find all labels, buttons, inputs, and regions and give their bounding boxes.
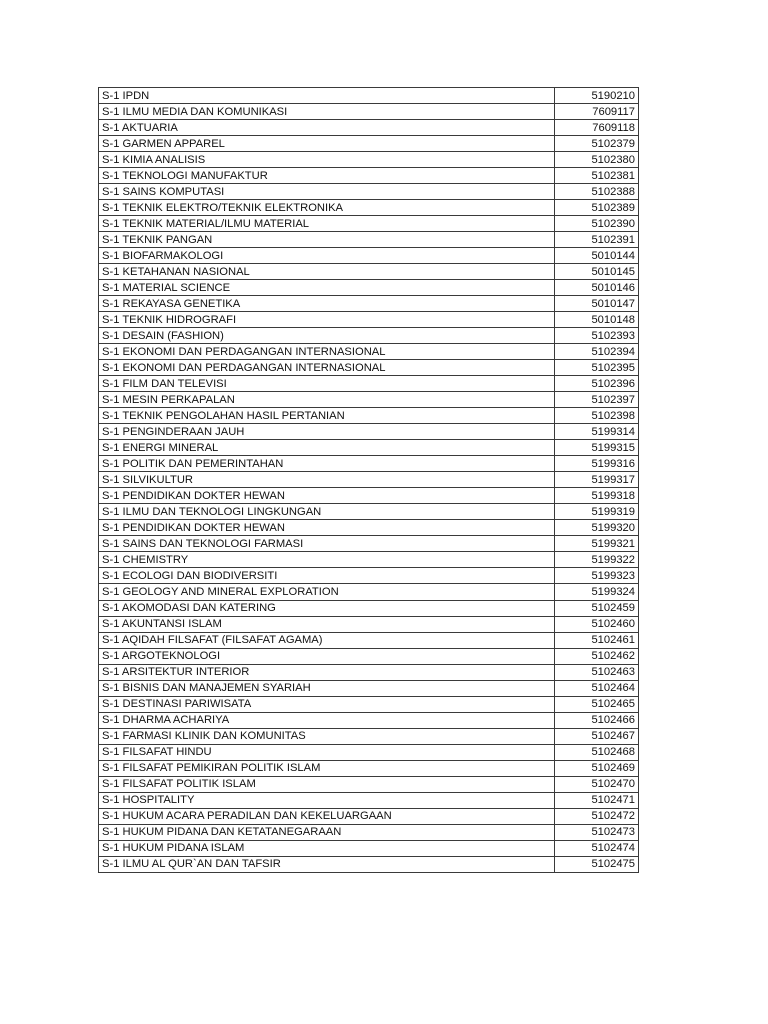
program-code-cell: 5102459 xyxy=(555,600,639,616)
program-name-cell: S-1 ILMU MEDIA DAN KOMUNIKASI xyxy=(99,104,555,120)
program-name-cell: S-1 HUKUM PIDANA ISLAM xyxy=(99,840,555,856)
table-row xyxy=(99,600,639,616)
program-name-cell: S-1 DHARMA ACHARIYA xyxy=(99,712,555,728)
table-row xyxy=(99,312,639,328)
program-name-cell: S-1 FARMASI KLINIK DAN KOMUNITAS xyxy=(99,728,555,744)
program-code-cell: 5102393 xyxy=(555,328,639,344)
table-row xyxy=(99,840,639,856)
program-code-cell: 5010148 xyxy=(555,312,639,328)
program-name-cell: S-1 BISNIS DAN MANAJEMEN SYARIAH xyxy=(99,680,555,696)
program-name-cell: S-1 DESAIN (FASHION) xyxy=(99,328,555,344)
table-row xyxy=(99,168,639,184)
table-row xyxy=(99,472,639,488)
table-row xyxy=(99,264,639,280)
program-name-cell: S-1 KETAHANAN NASIONAL xyxy=(99,264,555,280)
table-row xyxy=(99,552,639,568)
program-code-cell: 5102460 xyxy=(555,616,639,632)
program-code-cell: 5199322 xyxy=(555,552,639,568)
program-code-cell: 5102471 xyxy=(555,792,639,808)
program-code-cell: 5102466 xyxy=(555,712,639,728)
table-row xyxy=(99,88,639,104)
table-row xyxy=(99,520,639,536)
program-code-cell: 7609118 xyxy=(555,120,639,136)
table-row xyxy=(99,488,639,504)
table-row xyxy=(99,392,639,408)
program-name-cell: S-1 MATERIAL SCIENCE xyxy=(99,280,555,296)
program-code-cell: 7609117 xyxy=(555,104,639,120)
program-name-cell: S-1 PENGINDERAAN JAUH xyxy=(99,424,555,440)
program-name-cell: S-1 AKTUARIA xyxy=(99,120,555,136)
program-code-cell: 5190210 xyxy=(555,88,639,104)
table-row xyxy=(99,184,639,200)
program-name-cell: S-1 AQIDAH FILSAFAT (FILSAFAT AGAMA) xyxy=(99,632,555,648)
program-name-cell: S-1 IPDN xyxy=(99,88,555,104)
program-name-cell: S-1 REKAYASA GENETIKA xyxy=(99,296,555,312)
table-row xyxy=(99,440,639,456)
program-name-cell: S-1 EKONOMI DAN PERDAGANGAN INTERNASIONAL xyxy=(99,360,555,376)
table-row xyxy=(99,376,639,392)
program-name-cell: S-1 TEKNOLOGI MANUFAKTUR xyxy=(99,168,555,184)
table-row xyxy=(99,568,639,584)
program-name-cell: S-1 AKOMODASI DAN KATERING xyxy=(99,600,555,616)
program-code-cell: 5010146 xyxy=(555,280,639,296)
table-row xyxy=(99,680,639,696)
program-code-cell: 5010144 xyxy=(555,248,639,264)
table-row xyxy=(99,504,639,520)
program-code-cell: 5102397 xyxy=(555,392,639,408)
program-name-cell: S-1 HUKUM PIDANA DAN KETATANEGARAAN xyxy=(99,824,555,840)
table-row xyxy=(99,824,639,840)
table-row xyxy=(99,136,639,152)
program-name-cell: S-1 PENDIDIKAN DOKTER HEWAN xyxy=(99,488,555,504)
program-name-cell: S-1 TEKNIK PENGOLAHAN HASIL PERTANIAN xyxy=(99,408,555,424)
program-name-cell: S-1 ARGOTEKNOLOGI xyxy=(99,648,555,664)
program-code-cell: 5102469 xyxy=(555,760,639,776)
table-row xyxy=(99,664,639,680)
program-name-cell: S-1 FILSAFAT PEMIKIRAN POLITIK ISLAM xyxy=(99,760,555,776)
program-code-cell: 5102470 xyxy=(555,776,639,792)
program-name-cell: S-1 TEKNIK HIDROGRAFI xyxy=(99,312,555,328)
program-name-cell: S-1 BIOFARMAKOLOGI xyxy=(99,248,555,264)
table-row xyxy=(99,424,639,440)
program-name-cell: S-1 FILSAFAT POLITIK ISLAM xyxy=(99,776,555,792)
program-name-cell: S-1 DESTINASI PARIWISATA xyxy=(99,696,555,712)
program-name-cell: S-1 CHEMISTRY xyxy=(99,552,555,568)
table-row xyxy=(99,456,639,472)
program-name-cell: S-1 FILSAFAT HINDU xyxy=(99,744,555,760)
table-row xyxy=(99,808,639,824)
program-name-cell: S-1 EKONOMI DAN PERDAGANGAN INTERNASIONAL xyxy=(99,344,555,360)
table-row xyxy=(99,200,639,216)
program-name-cell: S-1 KIMIA ANALISIS xyxy=(99,152,555,168)
table-row xyxy=(99,248,639,264)
program-name-cell: S-1 PENDIDIKAN DOKTER HEWAN xyxy=(99,520,555,536)
program-code-cell: 5199318 xyxy=(555,488,639,504)
table-row xyxy=(99,536,639,552)
program-name-cell: S-1 ARSITEKTUR INTERIOR xyxy=(99,664,555,680)
program-code-cell: 5102472 xyxy=(555,808,639,824)
program-name-cell: S-1 HOSPITALITY xyxy=(99,792,555,808)
table-row xyxy=(99,744,639,760)
program-code-cell: 5102391 xyxy=(555,232,639,248)
program-name-cell: S-1 TEKNIK MATERIAL/ILMU MATERIAL xyxy=(99,216,555,232)
table-row xyxy=(99,792,639,808)
program-code-cell: 5102475 xyxy=(555,856,639,872)
program-name-cell: S-1 TEKNIK ELEKTRO/TEKNIK ELEKTRONIKA xyxy=(99,200,555,216)
program-code-cell: 5199319 xyxy=(555,504,639,520)
table-row xyxy=(99,776,639,792)
program-code-cell: 5010145 xyxy=(555,264,639,280)
program-code-cell: 5199317 xyxy=(555,472,639,488)
program-code-cell: 5102394 xyxy=(555,344,639,360)
program-code-cell: 5102396 xyxy=(555,376,639,392)
program-code-cell: 5102474 xyxy=(555,840,639,856)
program-code-cell: 5199323 xyxy=(555,568,639,584)
program-code-cell: 5102462 xyxy=(555,648,639,664)
program-code-cell: 5102465 xyxy=(555,696,639,712)
table-row xyxy=(99,216,639,232)
program-name-cell: S-1 SAINS DAN TEKNOLOGI FARMASI xyxy=(99,536,555,552)
table-row xyxy=(99,696,639,712)
program-code-cell: 5102395 xyxy=(555,360,639,376)
program-code-cell: 5102467 xyxy=(555,728,639,744)
program-code-cell: 5199315 xyxy=(555,440,639,456)
table-row xyxy=(99,632,639,648)
program-code-cell: 5199324 xyxy=(555,584,639,600)
program-code-cell: 5102398 xyxy=(555,408,639,424)
program-name-cell: S-1 GEOLOGY AND MINERAL EXPLORATION xyxy=(99,584,555,600)
program-name-cell: S-1 FILM DAN TELEVISI xyxy=(99,376,555,392)
program-code-cell: 5102468 xyxy=(555,744,639,760)
program-code-cell: 5010147 xyxy=(555,296,639,312)
program-name-cell: S-1 ENERGI MINERAL xyxy=(99,440,555,456)
table-row xyxy=(99,712,639,728)
program-name-cell: S-1 ILMU DAN TEKNOLOGI LINGKUNGAN xyxy=(99,504,555,520)
table-row xyxy=(99,856,639,872)
program-name-cell: S-1 ECOLOGI DAN BIODIVERSITI xyxy=(99,568,555,584)
table-row xyxy=(99,328,639,344)
table-row xyxy=(99,296,639,312)
table-row xyxy=(99,584,639,600)
table-row xyxy=(99,408,639,424)
study-program-table xyxy=(98,87,639,873)
program-code-cell: 5102463 xyxy=(555,664,639,680)
program-code-cell: 5102390 xyxy=(555,216,639,232)
program-code-cell: 5102379 xyxy=(555,136,639,152)
table-row xyxy=(99,344,639,360)
table-row xyxy=(99,232,639,248)
table-row xyxy=(99,120,639,136)
table-row xyxy=(99,648,639,664)
program-name-cell: S-1 POLITIK DAN PEMERINTAHAN xyxy=(99,456,555,472)
program-name-cell: S-1 TEKNIK PANGAN xyxy=(99,232,555,248)
program-code-cell: 5102389 xyxy=(555,200,639,216)
program-code-cell: 5199314 xyxy=(555,424,639,440)
program-code-cell: 5102381 xyxy=(555,168,639,184)
program-name-cell: S-1 AKUNTANSI ISLAM xyxy=(99,616,555,632)
table-row xyxy=(99,360,639,376)
program-name-cell: S-1 SAINS KOMPUTASI xyxy=(99,184,555,200)
program-name-cell: S-1 HUKUM ACARA PERADILAN DAN KEKELUARGAAN xyxy=(99,808,555,824)
program-code-cell: 5199320 xyxy=(555,520,639,536)
program-code-cell: 5102473 xyxy=(555,824,639,840)
program-code-cell: 5199321 xyxy=(555,536,639,552)
program-name-cell: S-1 ILMU AL QUR`AN DAN TAFSIR xyxy=(99,856,555,872)
program-name-cell: S-1 SILVIKULTUR xyxy=(99,472,555,488)
program-code-cell: 5102380 xyxy=(555,152,639,168)
program-name-cell: S-1 GARMEN APPAREL xyxy=(99,136,555,152)
table-row xyxy=(99,616,639,632)
table-row xyxy=(99,280,639,296)
program-name-cell: S-1 MESIN PERKAPALAN xyxy=(99,392,555,408)
program-code-cell: 5102461 xyxy=(555,632,639,648)
table-row xyxy=(99,760,639,776)
program-code-cell: 5199316 xyxy=(555,456,639,472)
table-body xyxy=(99,88,639,873)
program-code-cell: 5102464 xyxy=(555,680,639,696)
table-row xyxy=(99,152,639,168)
program-code-cell: 5102388 xyxy=(555,184,639,200)
table-row xyxy=(99,728,639,744)
table-row xyxy=(99,104,639,120)
